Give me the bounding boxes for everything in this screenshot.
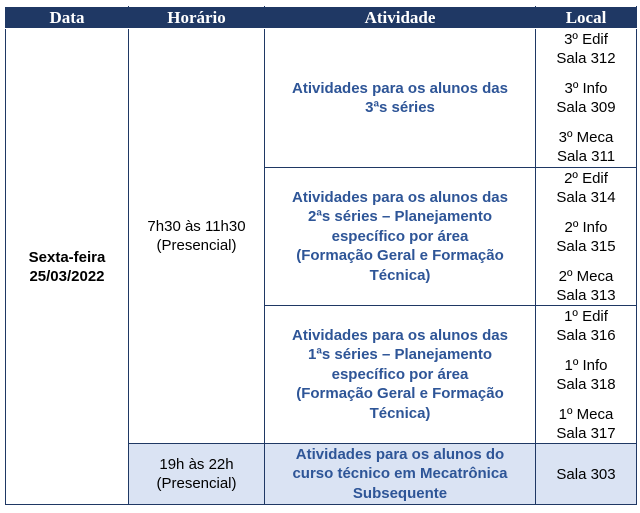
header-horario: Horário <box>129 7 265 29</box>
activity-line: curso técnico em Mecatrônica <box>292 465 508 483</box>
activity-line: 2ªs séries – Planejamento <box>308 208 492 226</box>
location-course: 1º Info <box>564 356 608 374</box>
location-item <box>536 30 636 68</box>
time-cell-morning <box>129 29 265 444</box>
location-course: 1º Edif <box>564 307 608 325</box>
activity-line: Atividades para os alunos do <box>295 445 505 463</box>
location-item <box>536 169 636 207</box>
date-cell <box>6 29 129 505</box>
location-item <box>536 267 636 305</box>
location-course: 2º Edif <box>564 169 608 187</box>
location-cell <box>536 168 637 306</box>
date-day: 25/03/2022 <box>29 267 105 285</box>
activity-line: Atividades para os alunos das <box>292 326 508 344</box>
time-range: 7h30 às 11h30 <box>147 218 246 235</box>
time-mode: (Presencial) <box>156 475 237 492</box>
activity-cell <box>265 306 536 444</box>
activity-line: Atividades para os alunos das <box>292 188 508 206</box>
header-local: Local <box>536 7 637 29</box>
location-course: 3º Info <box>564 80 608 97</box>
location-cell <box>536 29 637 168</box>
location-item <box>536 307 636 345</box>
activity-cell <box>265 444 536 505</box>
location-course: 3º Meca <box>558 129 614 146</box>
activity-line: Técnica) <box>369 266 431 284</box>
activity-line: Atividades para os alunos das <box>292 79 508 97</box>
date-weekday: Sexta-feira <box>28 248 106 266</box>
location-cell <box>536 306 637 444</box>
location-room: Sala 314 <box>556 188 616 206</box>
header-atividade: Atividade <box>265 7 536 29</box>
header-row <box>6 7 637 29</box>
schedule-table <box>5 6 637 505</box>
location-room: Sala 312 <box>556 50 616 67</box>
location-room: Sala 318 <box>556 375 616 393</box>
activity-line: (Formação Geral e Formação <box>296 385 504 403</box>
location-item <box>536 405 636 443</box>
time-mode: (Presencial) <box>156 237 237 254</box>
activity-line: Técnica) <box>369 404 431 422</box>
activity-line: 3ªs séries <box>365 99 435 116</box>
location-course: 1º Meca <box>558 405 614 423</box>
location-room: Sala 317 <box>556 424 616 442</box>
time-range: 19h às 22h <box>159 456 234 473</box>
location-item <box>536 79 636 117</box>
location-cell <box>536 444 637 505</box>
table-row <box>6 29 637 168</box>
activity-cell <box>265 29 536 168</box>
location-course: 2º Meca <box>558 267 614 285</box>
location-room: Sala 303 <box>556 465 616 483</box>
location-room: Sala 316 <box>556 326 616 344</box>
activity-line: específico por área <box>331 365 469 383</box>
header-data: Data <box>6 7 129 29</box>
location-room: Sala 315 <box>556 237 616 255</box>
activity-cell <box>265 168 536 306</box>
activity-line: 1ªs séries – Planejamento <box>308 346 492 364</box>
time-cell-evening <box>129 444 265 505</box>
location-room: Sala 313 <box>556 286 616 304</box>
activity-line: (Formação Geral e Formação <box>296 247 504 265</box>
location-room: Sala 309 <box>556 99 616 116</box>
location-room: Sala 311 <box>556 148 616 165</box>
location-item <box>536 356 636 394</box>
location-course: 3º Edif <box>564 31 608 48</box>
activity-line: Subsequente <box>352 484 448 502</box>
activity-line: específico por área <box>331 227 469 245</box>
location-item <box>536 128 636 166</box>
location-course: 2º Info <box>564 218 608 236</box>
location-item <box>536 218 636 256</box>
